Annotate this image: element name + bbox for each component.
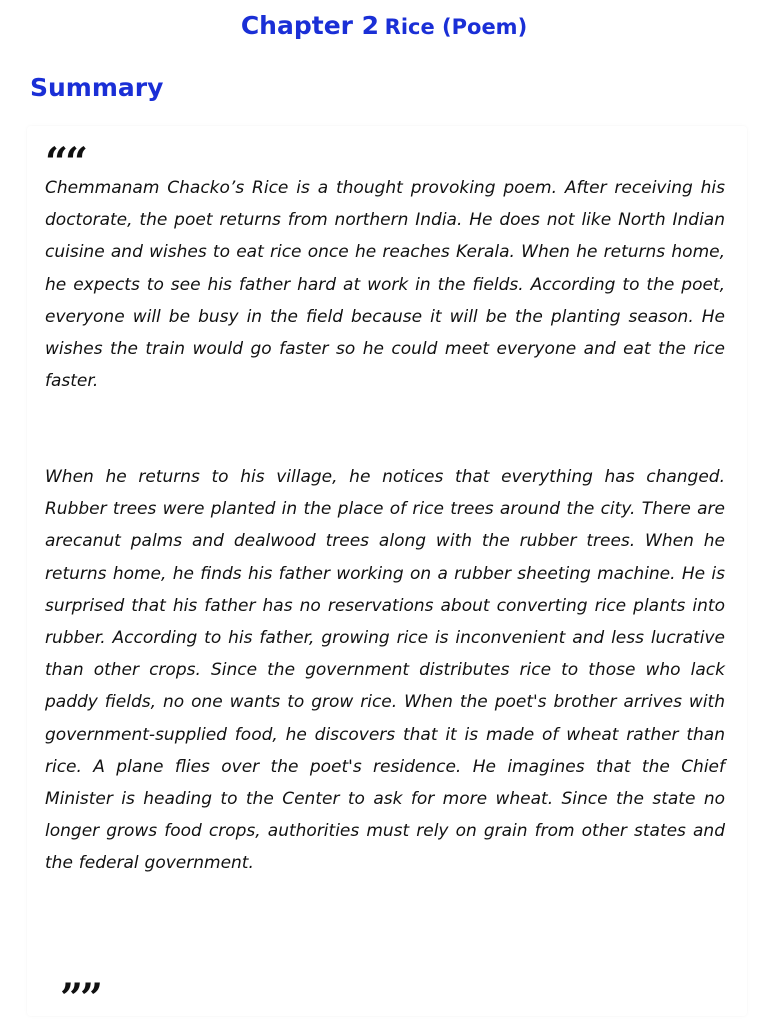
open-quote-icon: ““ bbox=[45, 139, 86, 186]
summary-heading: Summary bbox=[30, 73, 164, 102]
summary-paragraph-2: When he returns to his village, he notices that everything has changed. Rubber trees were planted in the place of rice trees around the city. There are arecanut palms and dealwood trees along with the rubber trees. When he returns home, he finds his father working on a rubber sheeting machine. He is surprised that his father has no reservations about converting rice plants into rubber. According to his father, growing rice is inconvenient and less lucrative than other crops. Since the government distributes rice to those who lack paddy fields, no one wants to grow rice. When the poet's brother arrives with government-supplied food, he discovers that it is made of wheat rather than rice. A plane flies over the poet's residence. He imagines that the Chief Minister is heading to the Center to ask for more wheat. Since the state no longer grows food crops, authorities must rely on grain from other states and the federal government. bbox=[45, 467, 725, 874]
summary-paragraph-1: Chemmanam Chacko’s Rice is a thought provoking poem. After receiving his doctorate, the poet returns from northern India. He does not like North Indian cuisine and wishes to eat rice once he reaches Kerala. When he returns home, he expects to see his father hard at work in the fields. According to the poet, everyone will be busy in the field because it will be the planting season. He wishes the train would go faster so he could meet everyone and eat the rice faster. bbox=[45, 178, 725, 392]
chapter-name: Rice (Poem) bbox=[384, 15, 528, 39]
chapter-title bbox=[0, 10, 768, 45]
close-quote-icon: ”” bbox=[60, 975, 101, 1022]
chapter-number: Chapter 2 bbox=[240, 11, 380, 40]
